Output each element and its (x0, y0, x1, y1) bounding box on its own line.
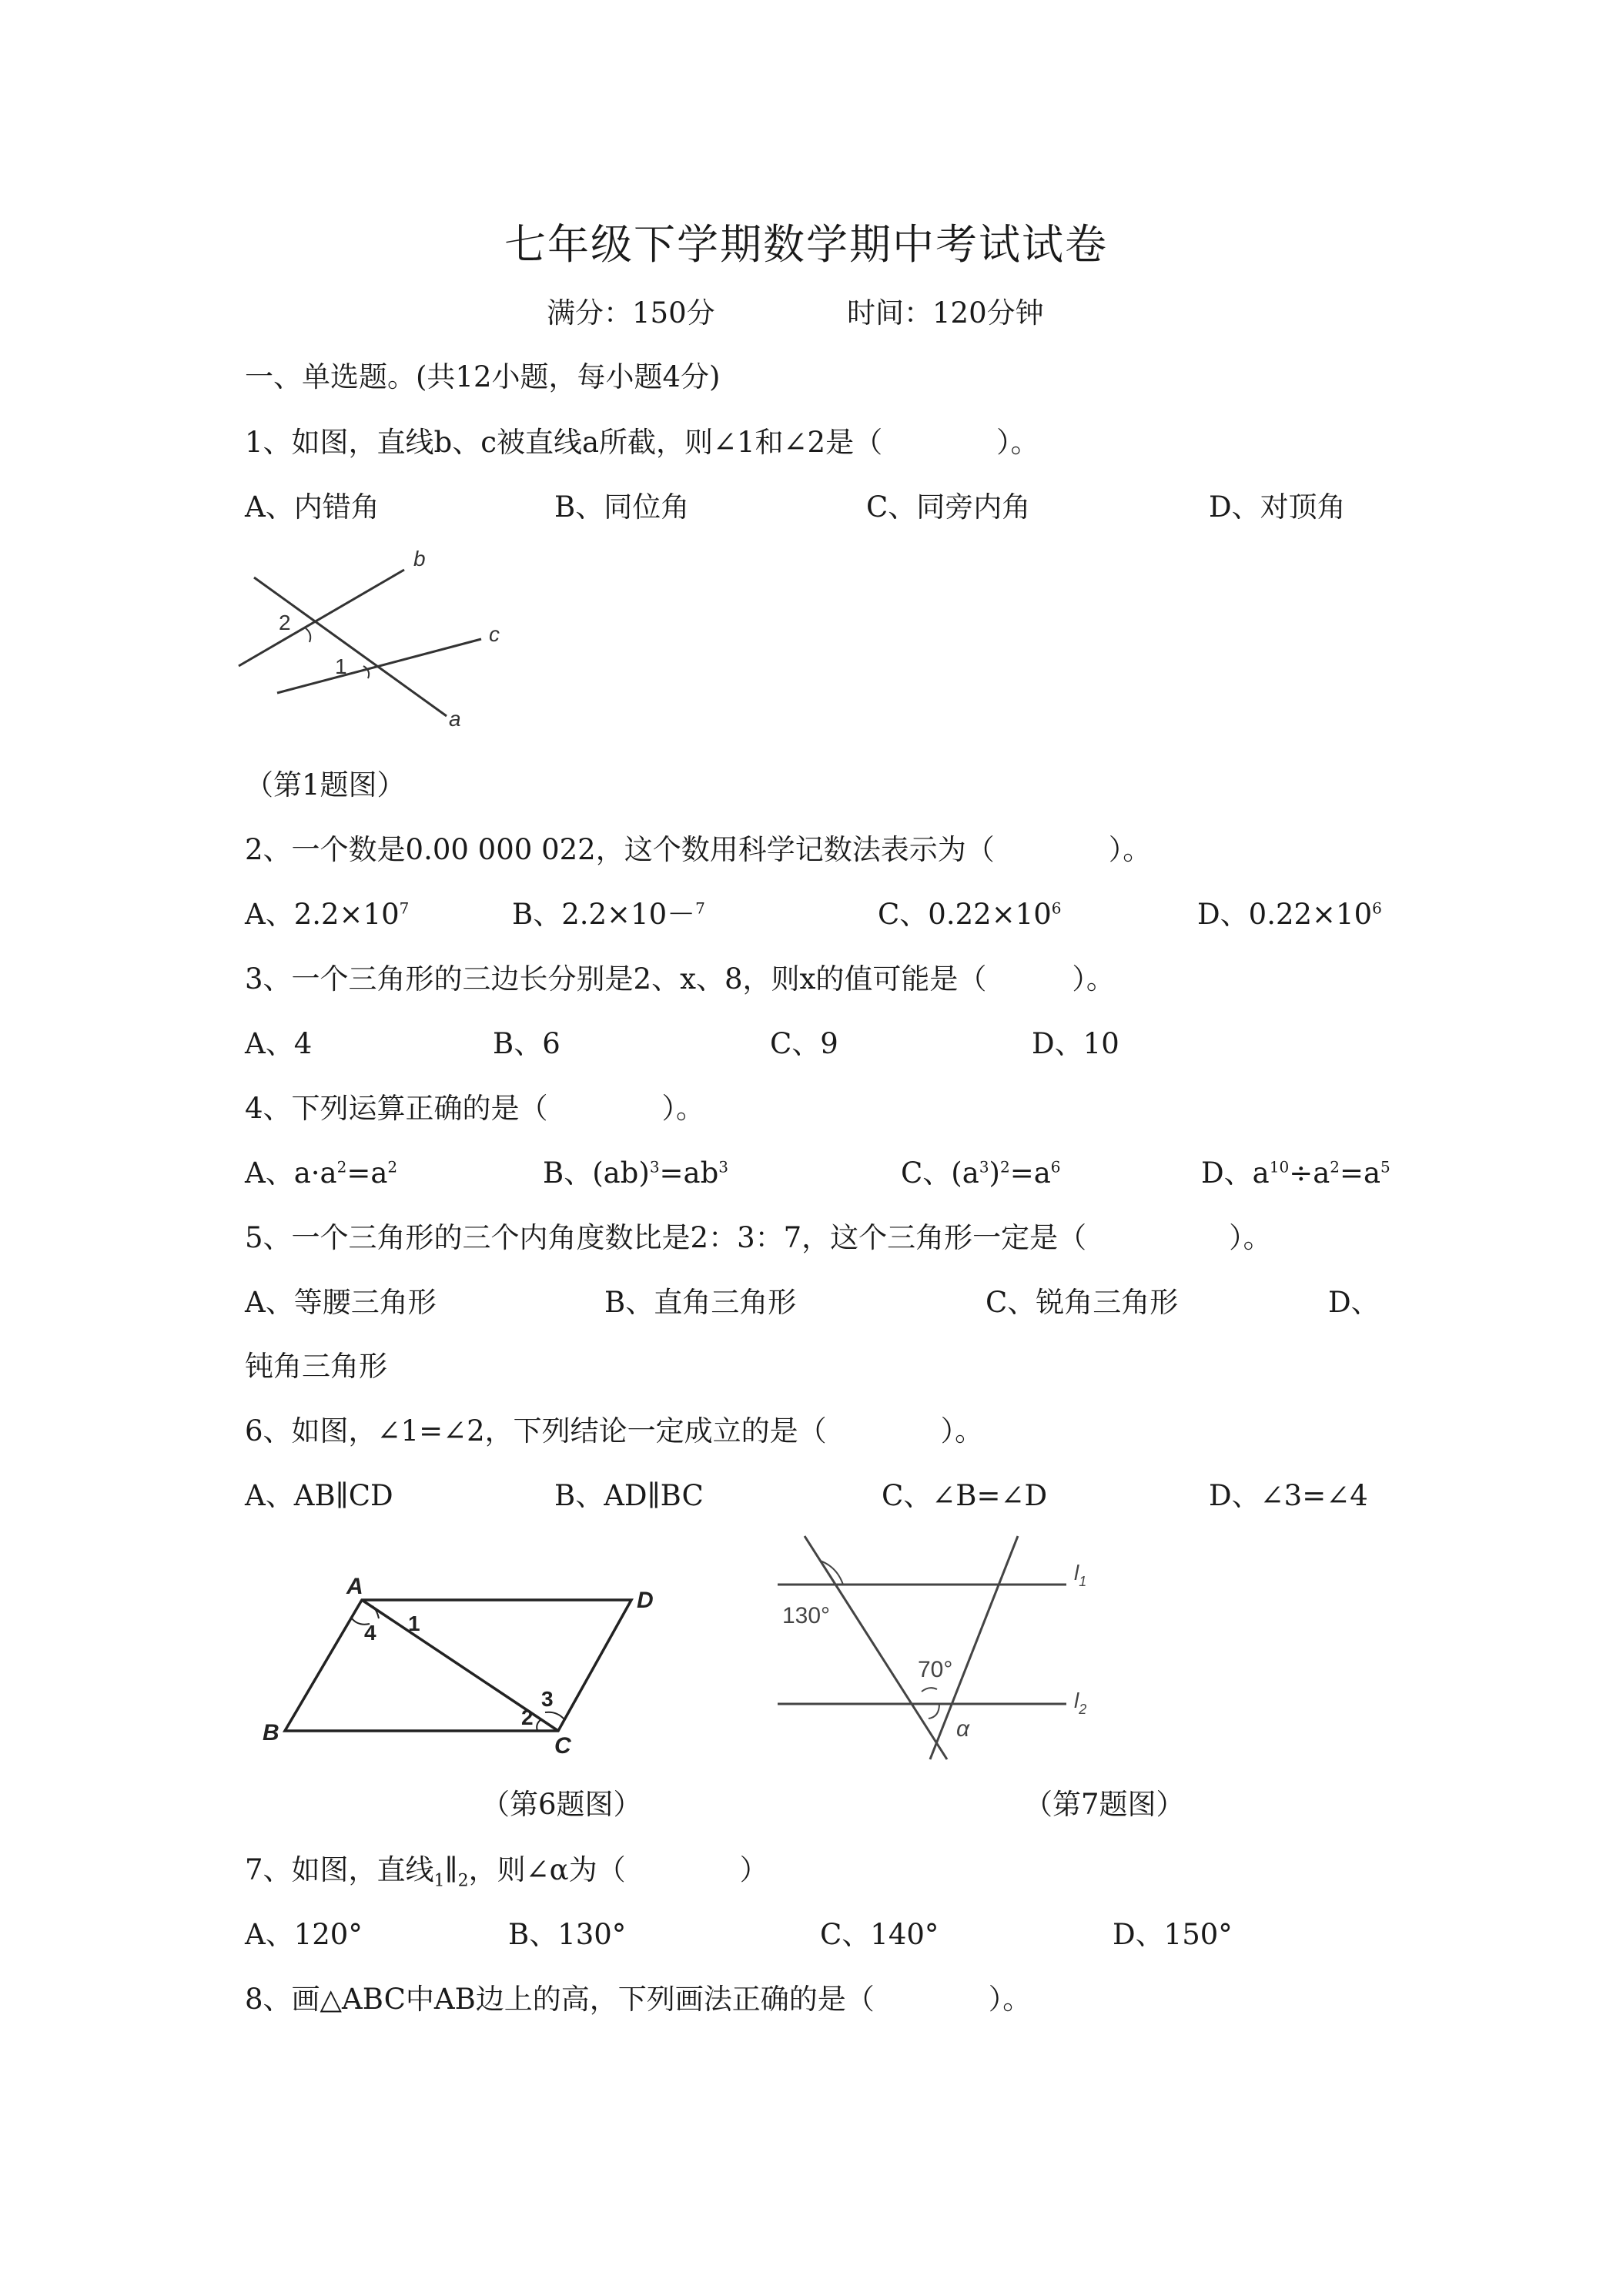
q6-label-A: A (346, 1574, 363, 1599)
q1-label-2: 2 (279, 611, 291, 634)
q7-label-130: 130° (782, 1603, 831, 1628)
q7-label-l2: $l_2$ (1074, 1689, 1087, 1717)
q6-option-d: D、∠3=∠4 (1209, 1479, 1368, 1512)
score-info: 满分：150分 (547, 296, 715, 330)
question-8-stem: 8、画△ABC中AB边上的高，下列画法正确的是（ ）。 (245, 1983, 1032, 2016)
q6-label-2: 2 (521, 1705, 534, 1729)
q7-label-alpha: α (956, 1716, 970, 1742)
q6-label-C: C (554, 1733, 571, 1759)
q6-figure (258, 1563, 674, 1759)
q7-caption: （第7题图） (1024, 1788, 1185, 1821)
time-info: 时间：120分钟 (847, 296, 1044, 330)
q2-option-d: D、$0.22\times 10^6$ (1197, 898, 1382, 931)
page-title: 七年级下学期数学期中考试试卷 (504, 220, 1108, 269)
q7-option-d: D、150° (1113, 1918, 1233, 1951)
q6-label-D: D (637, 1588, 654, 1613)
q6-option-a: A、AB∥CD (245, 1479, 393, 1512)
q1-option-c: C、同旁内角 (866, 490, 1031, 524)
q5-option-b: B、直角三角形 (604, 1286, 797, 1319)
q1-label-c: c (489, 622, 500, 646)
q7-option-c: C、140° (820, 1918, 939, 1951)
q4-option-b: B、$(ab)^3=ab^3$ (543, 1156, 729, 1190)
q7-label-l1: $l_1$ (1074, 1561, 1087, 1589)
question-5-stem: 5、一个三角形的三个内角度数比是2：3：7，这个三角形一定是（ ）。 (245, 1221, 1272, 1254)
question-2-stem: 2、一个数是0.00 000 022，这个数用科学记数法表示为（ ）。 (245, 833, 1152, 866)
q7-label-70: 70° (918, 1657, 953, 1682)
q1-caption: （第1题图） (245, 768, 406, 802)
q6-option-b: B、AD∥BC (554, 1479, 704, 1512)
q2-option-b: B、2.2×10－$^7$ (512, 898, 705, 931)
q1-label-a: a (449, 707, 461, 731)
q6-label-B: B (263, 1720, 279, 1745)
q4-option-d: D、$a^{10}\div a^2=a^5$ (1201, 1156, 1390, 1190)
q1-option-d: D、对顶角 (1209, 490, 1346, 524)
q4-option-a: A、$a\cdot a^2=a^2$ (245, 1156, 398, 1190)
q5-option-d: D、 (1328, 1286, 1380, 1319)
q7-option-a: A、120° (245, 1918, 363, 1951)
q5-option-a: A、等腰三角形 (245, 1286, 437, 1319)
question-7-stem: 7、如图，直线$_1\parallel_2$，则∠α为（ ） (245, 1853, 768, 1891)
question-3-stem: 3、一个三角形的三边长分别是2、x、8，则x的值可能是（ ）。 (245, 962, 1115, 996)
question-6-stem: 6、如图，∠1=∠2，下列结论一定成立的是（ ）。 (245, 1414, 984, 1448)
question-1-stem: 1、如图，直线b、c被直线a所截，则∠1和∠2是（ ）。 (245, 426, 1039, 459)
q3-option-b: B、6 (493, 1027, 561, 1060)
q7-option-b: B、130° (508, 1918, 627, 1951)
q3-option-d: D、10 (1032, 1027, 1119, 1060)
q1-option-a: A、内错角 (245, 490, 380, 524)
q1-option-b: B、同位角 (554, 490, 690, 524)
q6-label-4: 4 (364, 1621, 376, 1645)
q2-option-a: A、$2.2\times 10^7$ (245, 898, 410, 931)
q3-option-c: C、9 (770, 1027, 838, 1060)
q7-figure (770, 1532, 1109, 1763)
q6-label-1: 1 (408, 1612, 420, 1635)
q1-label-1: 1 (335, 654, 347, 678)
q6-option-c: C、∠B=∠D (882, 1479, 1048, 1512)
question-4-stem: 4、下列运算正确的是（ ）。 (245, 1092, 705, 1125)
q1-figure (239, 543, 531, 735)
q2-option-c: C、$0.22\times 10^6$ (878, 898, 1062, 931)
q5-option-d-text: 钝角三角形 (245, 1350, 387, 1383)
q1-label-b: b (413, 547, 426, 571)
q3-option-a: A、4 (245, 1027, 313, 1060)
q4-option-c: C、$(a^3)^2=a^6$ (901, 1156, 1061, 1190)
q5-option-c: C、锐角三角形 (986, 1286, 1179, 1319)
section-heading: 一、单选题。(共12小题，每小题4分) (245, 360, 721, 393)
q6-label-3: 3 (541, 1687, 554, 1711)
q6-caption: （第6题图） (481, 1788, 642, 1821)
